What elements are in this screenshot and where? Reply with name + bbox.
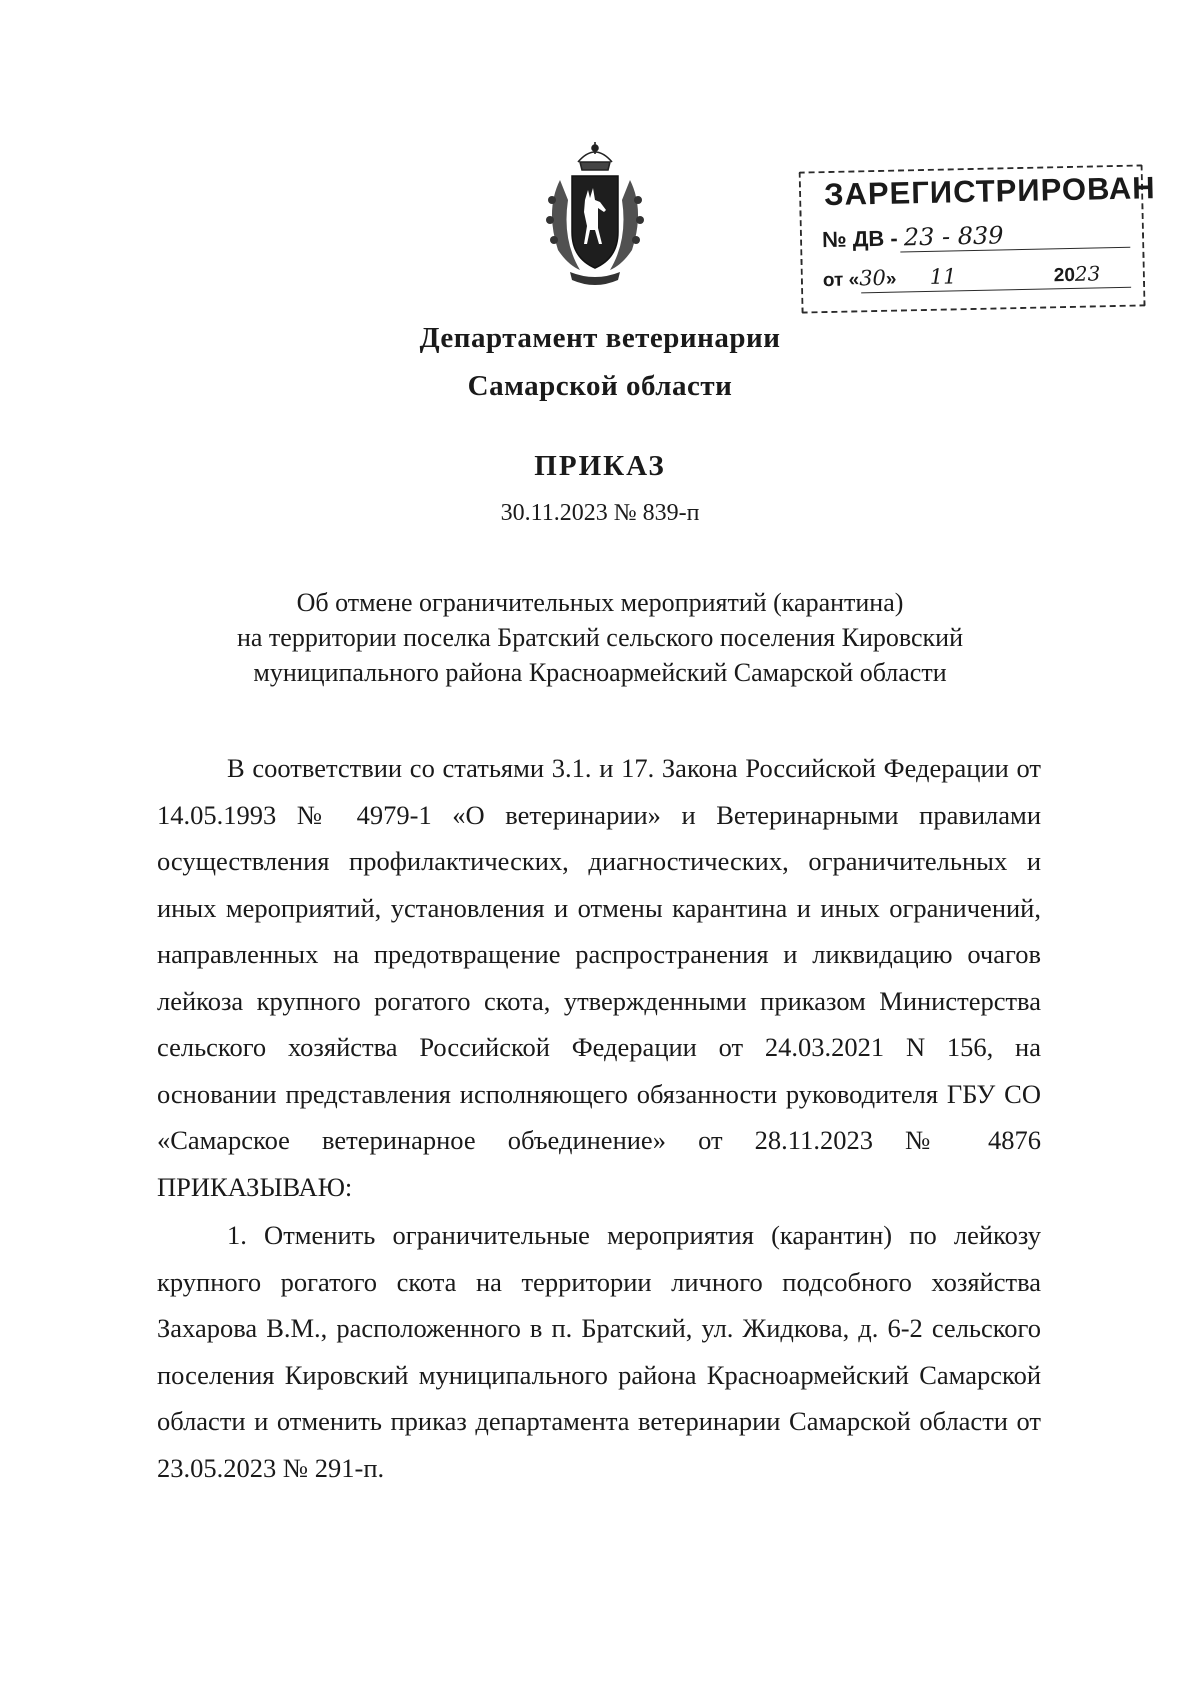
stamp-year: 2023 — [1053, 261, 1101, 287]
department-name-line2: Самарской области — [467, 370, 733, 402]
stamp-date-prefix: от « — [822, 269, 860, 292]
stamp-date-close: » — [885, 268, 897, 290]
coat-of-arms-emblem — [540, 140, 650, 290]
subject-line1: Об отмене ограничительных мероприятий (карантина) — [296, 588, 904, 617]
order-item-1: 1. Отменить ограничительные мероприятия (карантин) по лейкозу крупного рогатого скота на территории личного подсобного хозяйства Захарова В.М., расположенного в п. Братский, ул. Жидкова, д. 6-2 сельского поселения Кировский муниципального района Красноармейский Самарской области и отменить приказ департамента ветеринарии Самарской области от 23.05.2023 № 291-п. — [157, 1220, 1041, 1483]
doc-number: 30.11.2023 № 839-п — [500, 500, 700, 526]
subject-line2: на территории поселка Братский сельского поселения Кировский — [236, 623, 964, 652]
registration-stamp — [798, 156, 1156, 313]
stamp-date-month: 11 — [929, 264, 957, 289]
body-paragraph-2 — [157, 1212, 1041, 1491]
stamp-date-day: 30 — [858, 265, 887, 291]
doc-type-title: ПРИКАЗ — [534, 450, 666, 482]
preamble-text: В соответствии со статьями 3.1. и 17. Закона Российской Федерации от 14.05.1993 № 4979-1 «О ветеринарии» и Ветеринарными правилами осуществления профилактических, диагностических, ограничительных и иных мероприятий, установления и отмены карантина и иных ограничений, направленных на предотвращение распространения и ликвидацию очагов лейкоза крупного рогатого скота, утвержденными приказом Министерства сельского хозяйства Российской Федерации от 24.03.2021 N 156, на основании представления исполняющего обязанности руководителя ГБУ СО «Самарское ветеринарное объединение» от 28.11.2023 № 4876 ПРИКАЗЫВАЮ: — [157, 753, 1041, 1202]
stamp-title: ЗАРЕГИСТРИРОВАН — [823, 170, 1156, 213]
stamp-number-value: 23 - 839 — [903, 221, 1004, 252]
subject-line3: муниципального района Красноармейский Самарской области — [253, 658, 947, 687]
stamp-number-row — [822, 221, 1004, 253]
department-name-line1: Департамент ветеринарии — [419, 322, 781, 354]
body-paragraph-1 — [157, 745, 1041, 1210]
order-subject — [150, 585, 1050, 690]
stamp-number-label: № ДВ - — [821, 225, 898, 253]
